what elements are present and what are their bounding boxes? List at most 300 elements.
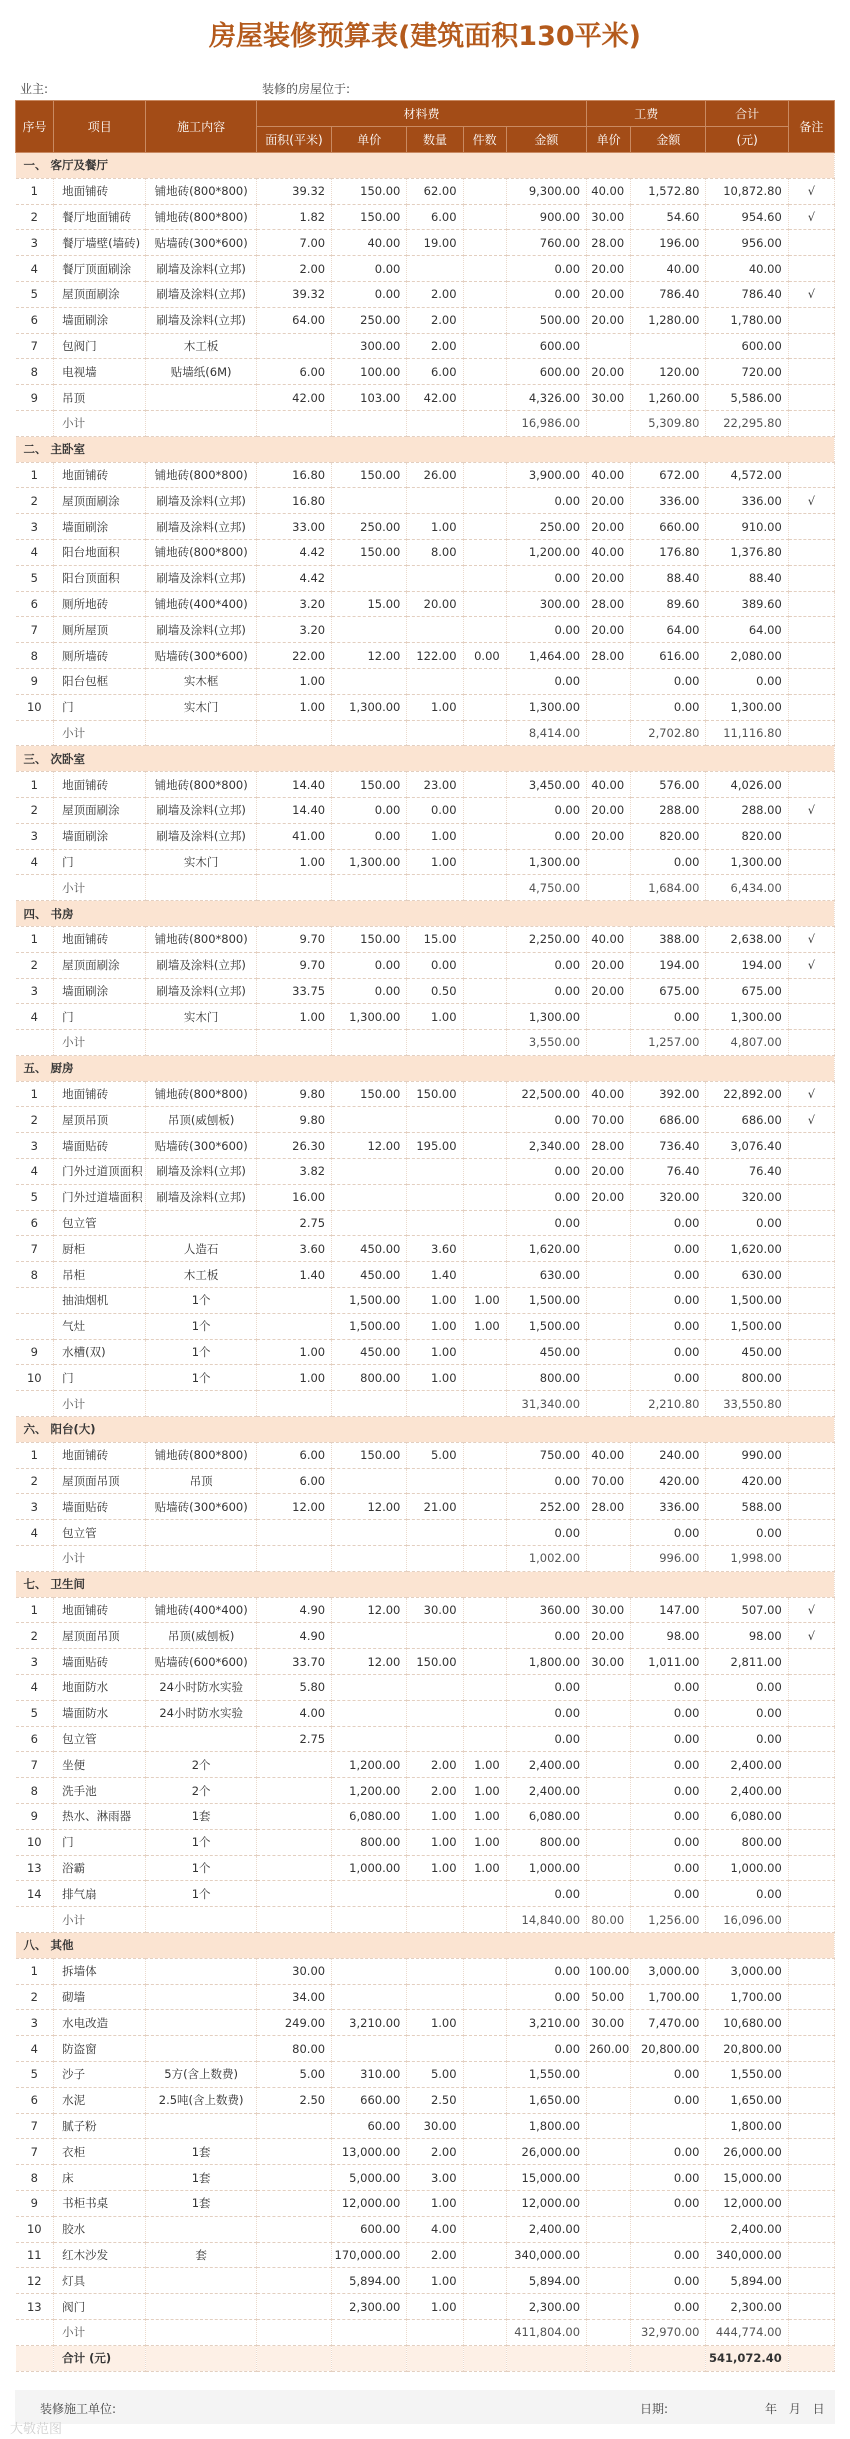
table-cell: 150.00 xyxy=(332,178,407,204)
table-cell: 灯具 xyxy=(54,2268,146,2294)
table-row xyxy=(16,2061,835,2087)
table-cell xyxy=(407,1881,463,1907)
table-cell: 147.00 xyxy=(631,1597,706,1623)
table-cell xyxy=(463,720,506,746)
table-cell: 50.00 xyxy=(587,1984,631,2010)
table-cell: 1.00 xyxy=(256,849,331,875)
table-cell xyxy=(332,1881,407,1907)
subtotal-labor: 996.00 xyxy=(631,1546,706,1572)
table-cell xyxy=(788,2139,834,2165)
table-cell: √ xyxy=(788,952,834,978)
table-row xyxy=(16,1107,835,1133)
table-cell: 24小时防水实验 xyxy=(146,1700,256,1726)
table-cell: 2,400.00 xyxy=(506,2216,586,2242)
table-cell: 0.00 xyxy=(506,256,586,282)
subtotal-row xyxy=(16,875,835,901)
table-cell: 420.00 xyxy=(631,1468,706,1494)
table-row xyxy=(16,256,835,282)
table-cell: 0.00 xyxy=(332,978,407,1004)
table-cell: 22,892.00 xyxy=(706,1081,788,1107)
table-cell: 包阀门 xyxy=(54,333,146,359)
col-no: 序号 xyxy=(16,101,54,153)
table-cell: 1,300.00 xyxy=(706,849,788,875)
table-cell xyxy=(463,2345,506,2371)
table-cell xyxy=(256,1804,331,1830)
table-cell: 0.00 xyxy=(506,1468,586,1494)
table-cell: 墙面刷涂 xyxy=(54,307,146,333)
table-cell: 98.00 xyxy=(631,1623,706,1649)
table-cell: 1,550.00 xyxy=(506,2061,586,2087)
table-cell: 19.00 xyxy=(407,230,463,256)
table-cell: 热水、淋雨器 xyxy=(54,1804,146,1830)
table-cell: 12 xyxy=(16,2268,54,2294)
table-cell: 贴墙砖(300*600) xyxy=(146,1133,256,1159)
table-cell xyxy=(788,333,834,359)
table-cell xyxy=(788,1159,834,1185)
table-cell: 贴墙砖(300*600) xyxy=(146,1494,256,1520)
subtotal-labor: 1,684.00 xyxy=(631,875,706,901)
table-cell: 240.00 xyxy=(631,1442,706,1468)
table-cell: 衣柜 xyxy=(54,2139,146,2165)
table-cell: 10 xyxy=(16,1829,54,1855)
table-cell xyxy=(407,1107,463,1133)
table-cell xyxy=(332,875,407,901)
table-cell: 2,250.00 xyxy=(506,926,586,952)
table-cell: 墙面贴砖 xyxy=(54,1649,146,1675)
table-cell xyxy=(587,1675,631,1701)
table-cell: 62.00 xyxy=(407,178,463,204)
table-cell: 34.00 xyxy=(256,1984,331,2010)
table-cell xyxy=(16,1030,54,1056)
table-cell: 2 xyxy=(16,1623,54,1649)
table-cell: 5,894.00 xyxy=(332,2268,407,2294)
table-cell xyxy=(256,333,331,359)
table-cell xyxy=(506,2345,586,2371)
table-cell: 气灶 xyxy=(54,1313,146,1339)
table-cell xyxy=(463,2294,506,2320)
table-cell: 450.00 xyxy=(332,1262,407,1288)
subtotal-material: 16,986.00 xyxy=(506,410,586,436)
table-cell: 150.00 xyxy=(332,539,407,565)
table-cell: 20.00 xyxy=(587,1184,631,1210)
table-cell xyxy=(463,926,506,952)
table-cell: 4 xyxy=(16,1159,54,1185)
table-cell: 9 xyxy=(16,2190,54,2216)
table-cell xyxy=(463,359,506,385)
table-cell xyxy=(788,514,834,540)
table-cell xyxy=(146,1210,256,1236)
table-cell xyxy=(587,1236,631,1262)
table-cell: 1,500.00 xyxy=(506,1313,586,1339)
table-cell: 33.70 xyxy=(256,1649,331,1675)
table-cell xyxy=(463,1907,506,1933)
table-row xyxy=(16,1881,835,1907)
table-cell: 9 xyxy=(16,668,54,694)
table-cell: 170,000.00 xyxy=(332,2242,407,2268)
table-cell: 门 xyxy=(54,694,146,720)
table-cell: 1.00 xyxy=(256,1339,331,1365)
watermark: 大敬范图 xyxy=(10,2422,63,2437)
table-cell: 洗手池 xyxy=(54,1778,146,1804)
table-cell: 屋顶吊顶 xyxy=(54,1107,146,1133)
table-cell: 40.00 xyxy=(587,1442,631,1468)
table-cell: 刷墙及涂料(立邦) xyxy=(146,307,256,333)
table-cell: 0.00 xyxy=(631,1675,706,1701)
table-cell: 墙面刷涂 xyxy=(54,514,146,540)
table-cell: 20.00 xyxy=(587,978,631,1004)
table-row xyxy=(16,565,835,591)
table-cell: 0.00 xyxy=(631,1313,706,1339)
subtotal-labor: 2,702.80 xyxy=(631,720,706,746)
table-cell: 40.00 xyxy=(706,256,788,282)
table-cell xyxy=(463,2113,506,2139)
table-cell: 4 xyxy=(16,1520,54,1546)
table-cell: 屋顶面吊顶 xyxy=(54,1468,146,1494)
table-cell xyxy=(463,204,506,230)
table-cell: 2.00 xyxy=(407,2242,463,2268)
col-work: 施工内容 xyxy=(146,101,256,153)
table-cell: 地面防水 xyxy=(54,1675,146,1701)
table-cell xyxy=(332,1159,407,1185)
table-cell: 门 xyxy=(54,1004,146,1030)
table-cell: 4 xyxy=(16,849,54,875)
table-cell xyxy=(146,1546,256,1572)
table-cell: 1.00 xyxy=(463,1855,506,1881)
table-cell: 800.00 xyxy=(706,1829,788,1855)
table-cell xyxy=(788,720,834,746)
table-cell xyxy=(407,668,463,694)
table-cell: 10 xyxy=(16,694,54,720)
table-cell: 1个 xyxy=(146,1829,256,1855)
table-cell xyxy=(788,1468,834,1494)
table-cell xyxy=(463,488,506,514)
table-cell: 餐厅墙壁(墙砖) xyxy=(54,230,146,256)
table-cell: 包立管 xyxy=(54,1210,146,1236)
table-cell: 20,800.00 xyxy=(631,2036,706,2062)
table-row xyxy=(16,952,835,978)
table-cell: 20.00 xyxy=(587,1159,631,1185)
table-cell xyxy=(463,1339,506,1365)
table-row xyxy=(16,2294,835,2320)
table-cell: 0.00 xyxy=(631,1700,706,1726)
table-cell: 300.00 xyxy=(506,591,586,617)
table-row xyxy=(16,1778,835,1804)
table-cell xyxy=(788,1184,834,1210)
table-cell xyxy=(788,1313,834,1339)
table-cell xyxy=(256,1881,331,1907)
table-cell: 150.00 xyxy=(332,1442,407,1468)
table-cell: 0.00 xyxy=(631,1881,706,1907)
table-cell xyxy=(587,2061,631,2087)
table-cell: 地面铺砖 xyxy=(54,462,146,488)
table-cell: 2 xyxy=(16,1107,54,1133)
table-cell xyxy=(332,1958,407,1984)
subtotal-labor: 1,256.00 xyxy=(631,1907,706,1933)
table-row xyxy=(16,1804,835,1830)
section-header xyxy=(16,1571,835,1597)
table-cell xyxy=(16,1288,54,1314)
table-cell xyxy=(332,668,407,694)
table-cell: 4 xyxy=(16,539,54,565)
table-cell xyxy=(788,772,834,798)
table-cell: 150.00 xyxy=(332,1081,407,1107)
table-cell: 1.00 xyxy=(256,668,331,694)
table-cell: 1.00 xyxy=(407,2268,463,2294)
table-cell xyxy=(332,1546,407,1572)
subtotal-total: 22,295.80 xyxy=(706,410,788,436)
col-pieces: 件数 xyxy=(463,127,506,153)
table-cell: 3 xyxy=(16,978,54,1004)
section-title: 八、 其他 xyxy=(16,1932,835,1958)
table-cell xyxy=(788,1829,834,1855)
table-row xyxy=(16,1855,835,1881)
table-cell xyxy=(146,2010,256,2036)
table-cell: 吊顶 xyxy=(54,385,146,411)
table-cell: 0.00 xyxy=(631,2165,706,2191)
table-row xyxy=(16,281,835,307)
table-cell: 地面铺砖 xyxy=(54,926,146,952)
table-cell: 3.60 xyxy=(256,1236,331,1262)
table-cell xyxy=(16,1391,54,1417)
table-cell xyxy=(146,2036,256,2062)
table-cell xyxy=(587,1313,631,1339)
table-cell xyxy=(463,539,506,565)
table-cell xyxy=(463,1184,506,1210)
subtotal-labor: 5,309.80 xyxy=(631,410,706,436)
table-cell: 1.82 xyxy=(256,204,331,230)
subtotal-label: 小计 xyxy=(54,410,146,436)
owner-label: 业主: xyxy=(20,82,49,96)
table-cell: √ xyxy=(788,1623,834,1649)
table-cell: 1个 xyxy=(146,1881,256,1907)
table-cell xyxy=(332,1726,407,1752)
table-cell: 389.60 xyxy=(706,591,788,617)
table-cell xyxy=(407,2036,463,2062)
table-row xyxy=(16,1675,835,1701)
table-cell xyxy=(587,2294,631,2320)
table-cell: 1,000.00 xyxy=(506,1855,586,1881)
table-cell: 340,000.00 xyxy=(706,2242,788,2268)
table-cell xyxy=(463,823,506,849)
table-row xyxy=(16,1700,835,1726)
table-cell xyxy=(587,2268,631,2294)
subtotal-label: 小计 xyxy=(54,1391,146,1417)
table-cell: 0.00 xyxy=(631,849,706,875)
table-cell: 4,326.00 xyxy=(506,385,586,411)
section-header xyxy=(16,1932,835,1958)
table-cell xyxy=(463,178,506,204)
table-cell: 39.32 xyxy=(256,178,331,204)
table-cell xyxy=(463,1159,506,1185)
table-row xyxy=(16,1159,835,1185)
table-cell: 铺地砖(800*800) xyxy=(146,1442,256,1468)
table-cell: 0.00 xyxy=(631,1339,706,1365)
table-cell: 屋顶面刷涂 xyxy=(54,797,146,823)
table-cell: √ xyxy=(788,926,834,952)
table-cell: 贴墙砖(300*600) xyxy=(146,643,256,669)
table-cell: 浴霸 xyxy=(54,1855,146,1881)
table-cell: 水槽(双) xyxy=(54,1339,146,1365)
table-row xyxy=(16,926,835,952)
grand-total-label: 合计 (元) xyxy=(54,2345,146,2371)
subtotal-material: 31,340.00 xyxy=(506,1391,586,1417)
table-row xyxy=(16,823,835,849)
table-cell: 0.00 xyxy=(506,797,586,823)
table-cell xyxy=(256,2294,331,2320)
table-cell: 1.00 xyxy=(407,1339,463,1365)
table-cell: 12.00 xyxy=(332,1649,407,1675)
table-cell: 5,000.00 xyxy=(332,2165,407,2191)
table-cell: 0.00 xyxy=(506,1520,586,1546)
table-cell: 4.00 xyxy=(407,2216,463,2242)
table-cell xyxy=(463,694,506,720)
table-cell: 1,300.00 xyxy=(706,1004,788,1030)
table-cell xyxy=(332,488,407,514)
table-cell: 42.00 xyxy=(407,385,463,411)
table-row xyxy=(16,694,835,720)
table-cell: 实木框 xyxy=(146,668,256,694)
table-cell: 3,000.00 xyxy=(706,1958,788,1984)
table-cell: 0.00 xyxy=(332,952,407,978)
table-cell xyxy=(332,720,407,746)
table-cell: 0.00 xyxy=(506,281,586,307)
table-row xyxy=(16,385,835,411)
table-cell xyxy=(332,1210,407,1236)
table-cell: 320.00 xyxy=(631,1184,706,1210)
table-cell: 28.00 xyxy=(587,230,631,256)
table-cell: 6.00 xyxy=(256,1442,331,1468)
table-cell: 铺地砖(400*400) xyxy=(146,1597,256,1623)
table-cell xyxy=(788,1649,834,1675)
table-cell: 70.00 xyxy=(587,1468,631,1494)
table-cell xyxy=(463,1391,506,1417)
table-cell xyxy=(788,1881,834,1907)
table-cell xyxy=(463,1107,506,1133)
table-cell xyxy=(788,1442,834,1468)
table-cell xyxy=(407,1546,463,1572)
table-cell xyxy=(587,333,631,359)
table-cell: 9.70 xyxy=(256,926,331,952)
table-cell: 80.00 xyxy=(256,2036,331,2062)
table-row xyxy=(16,1210,835,1236)
table-cell xyxy=(587,2087,631,2113)
table-cell: 0.00 xyxy=(332,823,407,849)
table-cell xyxy=(587,410,631,436)
table-cell: 厕所墙砖 xyxy=(54,643,146,669)
table-cell xyxy=(587,849,631,875)
table-cell: 0.00 xyxy=(631,2139,706,2165)
table-cell: 20.00 xyxy=(587,256,631,282)
table-cell: 1,300.00 xyxy=(332,1004,407,1030)
table-cell: 3,210.00 xyxy=(506,2010,586,2036)
section-header xyxy=(16,1417,835,1443)
table-cell: 10 xyxy=(16,2216,54,2242)
table-cell: 336.00 xyxy=(631,1494,706,1520)
table-cell xyxy=(332,1907,407,1933)
table-cell: 1,700.00 xyxy=(631,1984,706,2010)
table-cell: √ xyxy=(788,204,834,230)
table-cell xyxy=(788,2165,834,2191)
table-row xyxy=(16,1958,835,1984)
table-cell: 5.00 xyxy=(256,2061,331,2087)
table-cell xyxy=(587,1778,631,1804)
table-cell: 刷墙及涂料(立邦) xyxy=(146,488,256,514)
table-cell xyxy=(463,2190,506,2216)
table-cell xyxy=(407,1675,463,1701)
table-cell: 16.80 xyxy=(256,488,331,514)
table-cell: 0.00 xyxy=(506,1984,586,2010)
table-cell xyxy=(146,1958,256,1984)
table-cell: 15,000.00 xyxy=(706,2165,788,2191)
table-cell: 3 xyxy=(16,1494,54,1520)
table-cell: 800.00 xyxy=(506,1365,586,1391)
table-cell: 26,000.00 xyxy=(706,2139,788,2165)
table-cell xyxy=(587,1700,631,1726)
table-cell: 阳台顶面积 xyxy=(54,565,146,591)
table-row xyxy=(16,1339,835,1365)
table-cell: 1 xyxy=(16,178,54,204)
table-cell xyxy=(407,1907,463,1933)
table-cell: 1.00 xyxy=(407,1288,463,1314)
table-cell xyxy=(332,1700,407,1726)
table-cell: 屋顶面吊顶 xyxy=(54,1623,146,1649)
table-cell: 1,572.80 xyxy=(631,178,706,204)
table-cell: 2,811.00 xyxy=(706,1649,788,1675)
table-cell xyxy=(587,2190,631,2216)
table-cell: 4.00 xyxy=(256,1700,331,1726)
table-cell: 0.00 xyxy=(631,1365,706,1391)
table-cell: 500.00 xyxy=(506,307,586,333)
table-cell xyxy=(788,1958,834,1984)
table-cell: 3 xyxy=(16,1649,54,1675)
table-cell: 33.75 xyxy=(256,978,331,1004)
table-cell xyxy=(463,410,506,436)
table-cell xyxy=(587,1546,631,1572)
table-cell: 340,000.00 xyxy=(506,2242,586,2268)
subtotal-row xyxy=(16,1546,835,1572)
table-cell: 7 xyxy=(16,2139,54,2165)
table-cell: √ xyxy=(788,1107,834,1133)
table-cell xyxy=(256,2190,331,2216)
table-cell: 1.00 xyxy=(463,1313,506,1339)
table-cell xyxy=(407,2345,463,2371)
table-cell: 3 xyxy=(16,514,54,540)
table-cell xyxy=(788,307,834,333)
table-cell: 450.00 xyxy=(332,1339,407,1365)
table-cell: 20.00 xyxy=(587,307,631,333)
table-cell: 铺地砖(800*800) xyxy=(146,926,256,952)
table-cell xyxy=(587,1881,631,1907)
table-cell xyxy=(788,849,834,875)
table-cell: 1,500.00 xyxy=(332,1313,407,1339)
table-cell xyxy=(463,978,506,1004)
table-cell xyxy=(587,694,631,720)
table-cell xyxy=(332,2319,407,2345)
table-cell: 1,000.00 xyxy=(706,1855,788,1881)
table-cell: 2个 xyxy=(146,1778,256,1804)
table-cell: 8 xyxy=(16,2165,54,2191)
table-cell: 88.40 xyxy=(631,565,706,591)
table-cell xyxy=(587,1829,631,1855)
table-cell xyxy=(587,2319,631,2345)
table-cell xyxy=(256,1907,331,1933)
table-cell: 1,011.00 xyxy=(631,1649,706,1675)
table-cell: 675.00 xyxy=(706,978,788,1004)
table-cell: 20.00 xyxy=(587,797,631,823)
table-row xyxy=(16,1623,835,1649)
table-cell: 30.00 xyxy=(407,1597,463,1623)
table-cell xyxy=(463,1133,506,1159)
